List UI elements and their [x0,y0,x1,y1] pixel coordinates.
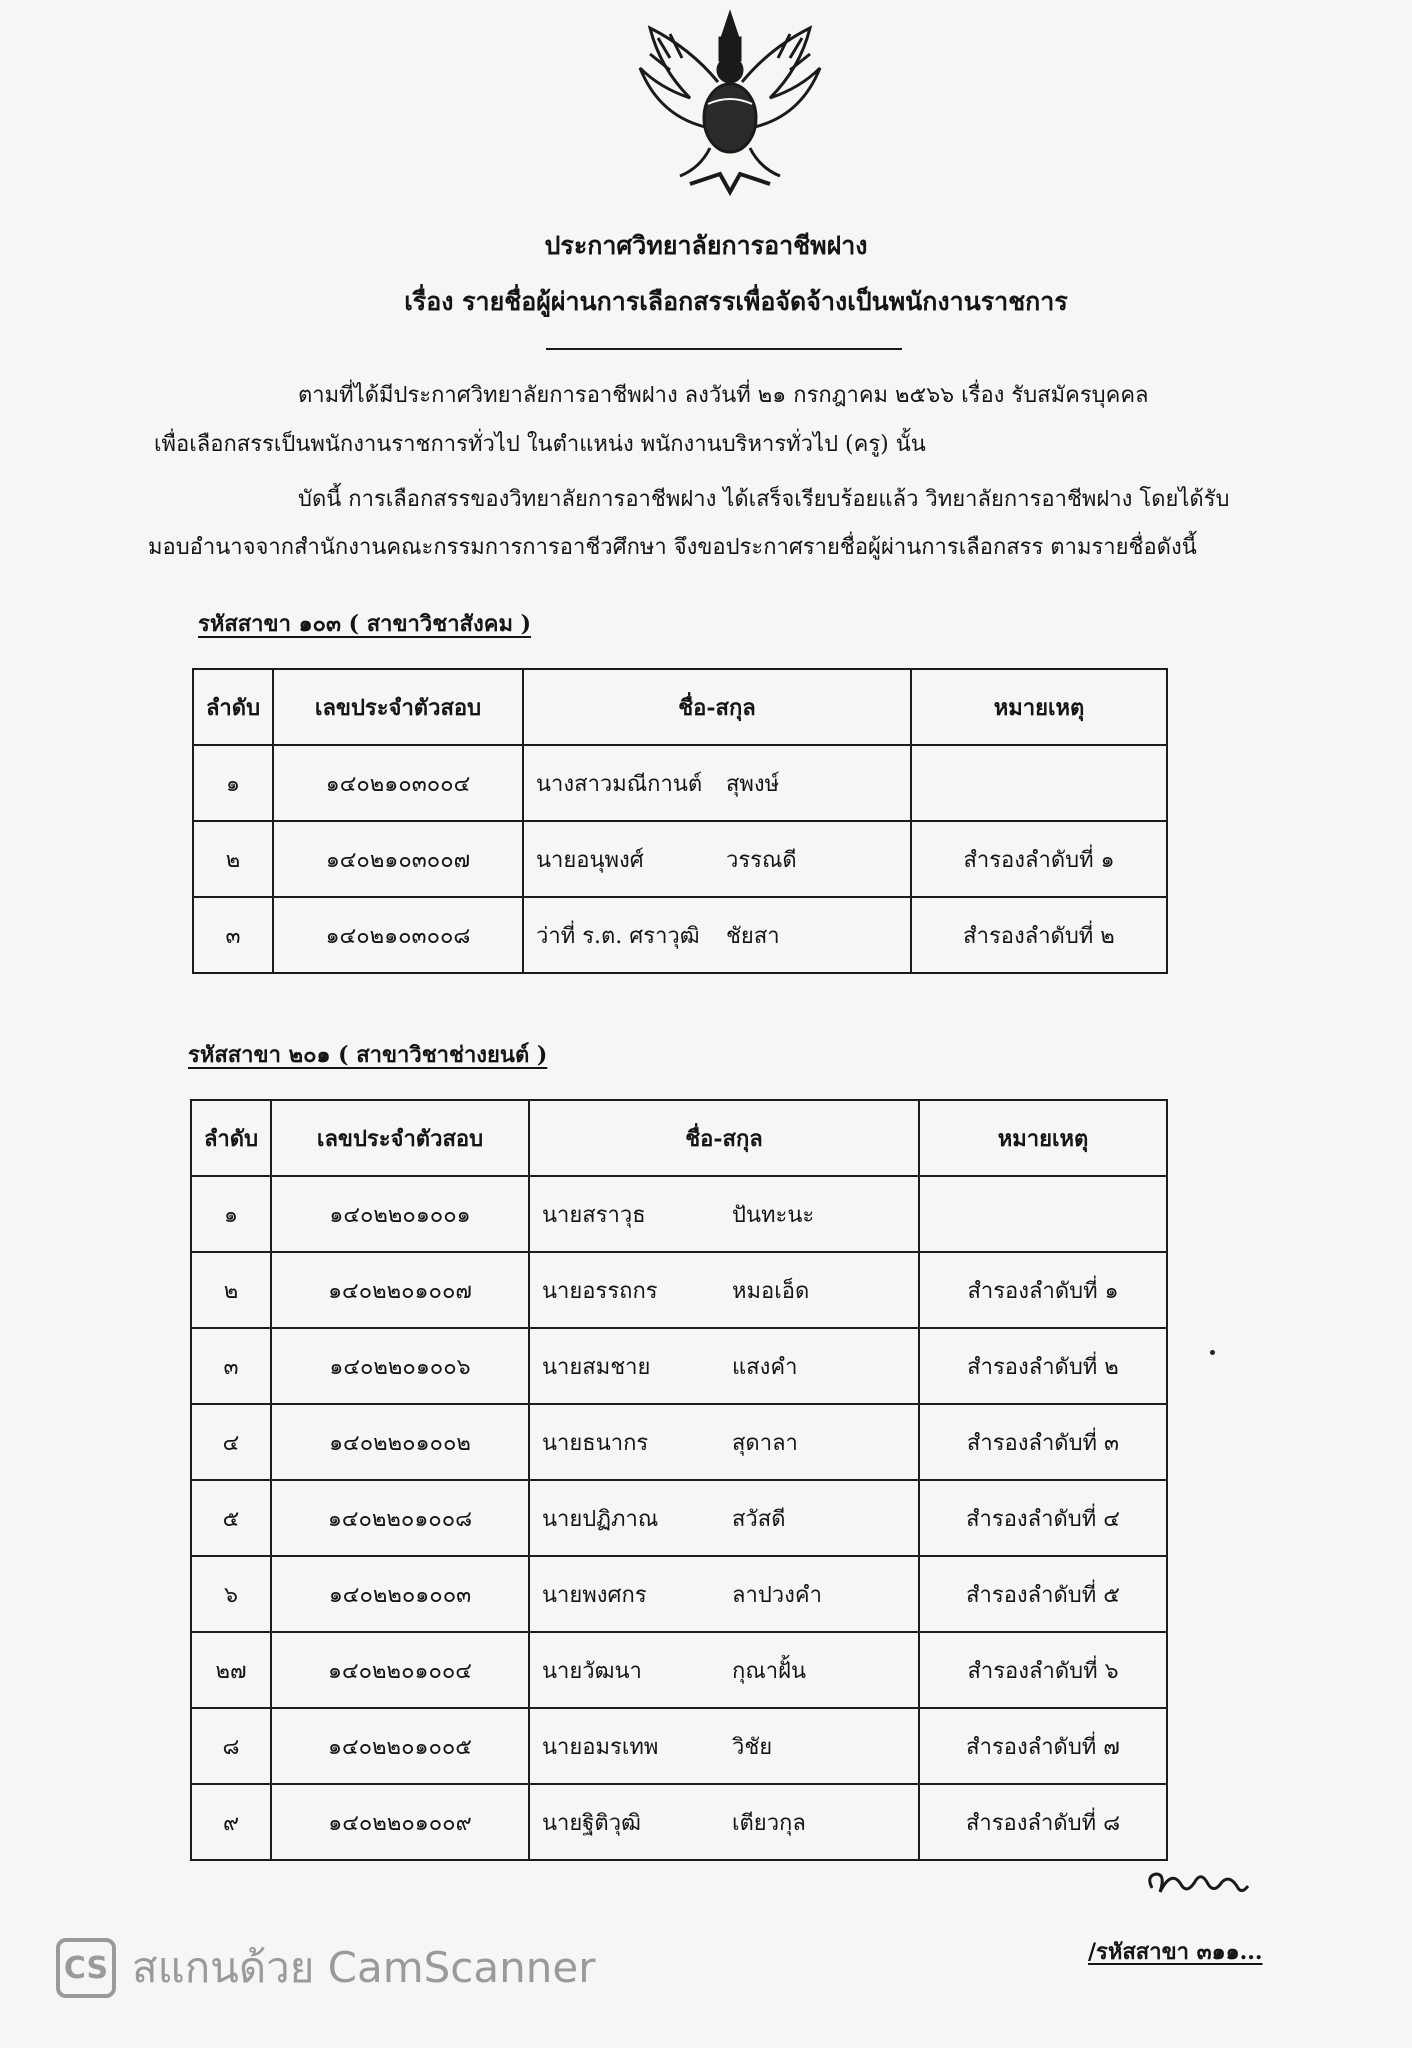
handwritten-signature [1142,1858,1252,1908]
first-name: นายสราวุธ [542,1202,646,1228]
cell-exam-id: ๑๔๐๒๒๐๑๐๐๘ [271,1480,529,1556]
cell-exam-id: ๑๔๐๒๒๐๑๐๐๗ [271,1252,529,1328]
table-row [191,1708,1167,1784]
last-name: สุดาลา [732,1430,798,1456]
cell-exam-id: ๑๔๐๒๒๐๑๐๐๕ [271,1708,529,1784]
camscanner-logo: CS [56,1938,116,1998]
last-name: วิชัย [732,1734,773,1760]
cell-full-name [523,745,911,821]
last-name: หมอเอ็ด [732,1278,810,1304]
first-name: นายอรรถกร [542,1278,658,1304]
cell-order: ๘ [191,1708,271,1784]
cell-full-name [529,1176,919,1252]
first-name: นายธนากร [542,1430,649,1456]
cell-order: ๒ [193,821,273,897]
table-row [191,1404,1167,1480]
garuda-emblem-icon [630,8,830,198]
cell-order: ๔ [191,1404,271,1480]
cell-exam-id: ๑๔๐๒๒๐๑๐๐๓ [271,1556,529,1632]
table-row [193,745,1167,821]
column-header-exam-id: เลขประจำตัวสอบ [271,1100,529,1176]
cell-remark: สำรองลำดับที่ ๑ [911,821,1167,897]
cell-exam-id: ๑๔๐๒๒๐๑๐๐๖ [271,1328,529,1404]
table-header-row [193,669,1167,745]
cell-full-name [529,1252,919,1328]
last-name: สวัสดี [732,1506,786,1532]
column-header-order: ลำดับ [193,669,273,745]
last-name: วรรณดี [726,847,797,873]
paragraph-2-line-1: บัดนี้ การเลือกสรรของวิทยาลัยการอาชีพฝาง ได้เสร็จเรียบร้อยแล้ว วิทยาลัยการอาชีพฝาง โดยได้รับ [298,487,1230,512]
cell-full-name [529,1708,919,1784]
table-header-row [191,1100,1167,1176]
cell-remark [919,1176,1167,1252]
cell-order: ๑ [191,1176,271,1252]
section-heading-103: รหัสสาขา ๑๐๓ ( สาขาวิชาสังคม ) [198,611,532,637]
table-row [191,1480,1167,1556]
cell-order: ๙ [191,1784,271,1860]
announcement-subject: เรื่อง รายชื่อผู้ผ่านการเลือกสรรเพื่อจัดจ้างเป็นพนักงานราชการ [404,287,1068,316]
table-row [191,1328,1167,1404]
column-header-remark: หมายเหตุ [911,669,1167,745]
cell-order: ๒ [191,1252,271,1328]
paragraph-1-line-2: เพื่อเลือกสรรเป็นพนักงานราชการทั่วไป ในตำแหน่ง พนักงานบริหารทั่วไป (ครู) นั้น [154,432,926,457]
cell-remark: สำรองลำดับที่ ๔ [919,1480,1167,1556]
cell-full-name [529,1556,919,1632]
cell-full-name [529,1404,919,1480]
first-name: ว่าที่ ร.ต. ศราวุฒิ [536,923,700,949]
cell-exam-id: ๑๔๐๒๒๐๑๐๐๔ [271,1632,529,1708]
paragraph-1-line-1: ตามที่ได้มีประกาศวิทยาลัยการอาชีพฝาง ลงวันที่ ๒๑ กรกฎาคม ๒๕๖๖ เรื่อง รับสมัครบุคคล [298,383,1149,408]
first-name: นายปฏิภาณ [542,1506,659,1532]
table-row [193,897,1167,973]
table-row [191,1252,1167,1328]
last-name: ปันทะนะ [732,1202,815,1228]
table-body [191,1176,1167,1860]
cell-remark: สำรองลำดับที่ ๑ [919,1252,1167,1328]
cell-remark: สำรองลำดับที่ ๗ [919,1708,1167,1784]
cell-order: ๖ [191,1556,271,1632]
continued-note: /รหัสสาขา ๓๑๑... [1088,1939,1263,1965]
title-divider [546,348,902,350]
cell-order: ๓ [191,1328,271,1404]
cell-order: ๒๗ [191,1632,271,1708]
first-name: นายวัฒนา [542,1658,642,1684]
candidates-table-201 [190,1099,1168,1861]
cell-full-name [529,1480,919,1556]
first-name: นายพงศกร [542,1582,647,1608]
column-header-remark: หมายเหตุ [919,1100,1167,1176]
cell-full-name [529,1784,919,1860]
cell-exam-id: ๑๔๐๒๑๐๓๐๐๗ [273,821,523,897]
candidates-table-103 [192,668,1168,974]
paragraph-2-line-2: มอบอำนาจจากสำนักงานคณะกรรมการการอาชีวศึกษา จึงขอประกาศรายชื่อผู้ผ่านการเลือกสรร ตามรายชื่อดังนี้ [148,535,1197,560]
last-name: กุณาฝั้น [732,1658,807,1684]
cell-order: ๕ [191,1480,271,1556]
cell-exam-id: ๑๔๐๒๑๐๓๐๐๘ [273,897,523,973]
first-name: นายอนุพงศ์ [536,847,644,873]
last-name: ลาปวงคำ [732,1582,822,1608]
cell-remark: สำรองลำดับที่ ๕ [919,1556,1167,1632]
cell-remark: สำรองลำดับที่ ๒ [911,897,1167,973]
announcement-title: ประกาศวิทยาลัยการอาชีพฝาง [544,231,868,260]
table-row [191,1632,1167,1708]
first-name: นายฐิติวุฒิ [542,1810,641,1836]
cell-exam-id: ๑๔๐๒๒๐๑๐๐๙ [271,1784,529,1860]
last-name: สุพงษ์ [726,771,780,797]
cell-remark: สำรองลำดับที่ ๒ [919,1328,1167,1404]
table-row [191,1784,1167,1860]
table-row [191,1176,1167,1252]
cell-exam-id: ๑๔๐๒๒๐๑๐๐๒ [271,1404,529,1480]
cell-order: ๓ [193,897,273,973]
last-name: ชัยสา [726,923,780,949]
column-header-name: ชื่อ-สกุล [523,669,911,745]
cell-exam-id: ๑๔๐๒๒๐๑๐๐๑ [271,1176,529,1252]
cell-full-name [523,897,911,973]
column-header-exam-id: เลขประจำตัวสอบ [273,669,523,745]
last-name: เตียวกุล [732,1810,806,1836]
cell-order: ๑ [193,745,273,821]
cell-full-name [523,821,911,897]
table-body [193,745,1167,973]
cell-exam-id: ๑๔๐๒๑๐๓๐๐๔ [273,745,523,821]
last-name: แสงคำ [732,1354,798,1380]
first-name: นายอมรเทพ [542,1734,659,1760]
cell-full-name [529,1632,919,1708]
cell-remark: สำรองลำดับที่ ๖ [919,1632,1167,1708]
first-name: นางสาวมณีกานต์ [536,771,703,797]
camscanner-watermark [56,1935,595,2001]
cell-full-name [529,1328,919,1404]
ink-speck [1210,1350,1215,1355]
column-header-name: ชื่อ-สกุล [529,1100,919,1176]
first-name: นายสมชาย [542,1354,651,1380]
watermark-text: สแกนด้วย CamScanner [132,1943,596,1992]
cell-remark: สำรองลำดับที่ ๘ [919,1784,1167,1860]
cell-remark [911,745,1167,821]
table-row [191,1556,1167,1632]
cell-remark: สำรองลำดับที่ ๓ [919,1404,1167,1480]
section-heading-201: รหัสสาขา ๒๐๑ ( สาขาวิชาช่างยนต์ ) [188,1042,548,1068]
table-row [193,821,1167,897]
column-header-order: ลำดับ [191,1100,271,1176]
